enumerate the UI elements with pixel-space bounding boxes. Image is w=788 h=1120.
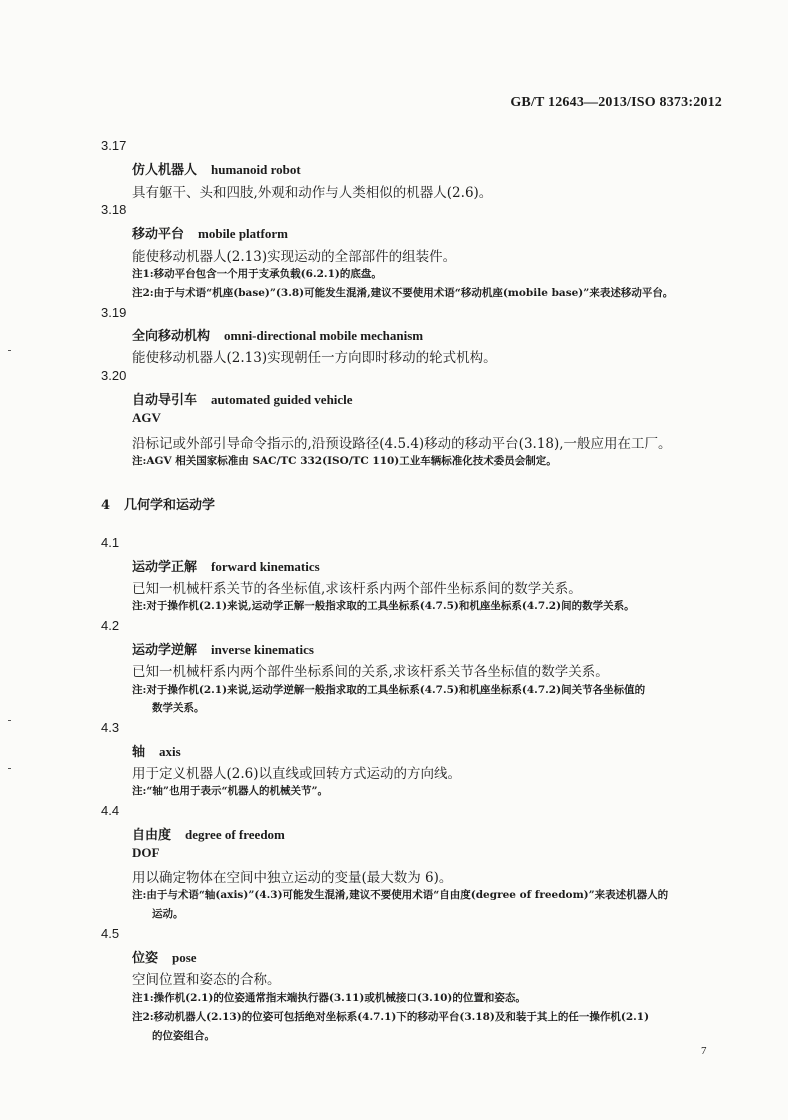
term-en: omni-directional mobile mechanism — [224, 328, 424, 343]
term-en: humanoid robot — [211, 162, 301, 177]
abbreviation: AGV — [132, 410, 161, 425]
entry-number: 3.18 — [101, 202, 127, 217]
term-heading — [132, 741, 181, 760]
standard-header: GB/T 12643—2013/ISO 8373:2012 — [510, 95, 722, 110]
entry-number: 4.4 — [101, 803, 120, 818]
entry-number: 4.2 — [101, 618, 120, 633]
term-zh: 运动学正解 — [132, 560, 198, 575]
definition: 能使移动机器人(2.13)实现朝任一方向即时移动的轮式机构。 — [132, 350, 497, 366]
term-zh: 自由度 — [132, 828, 172, 843]
entry-number: 3.19 — [101, 305, 127, 320]
term-heading — [132, 947, 197, 966]
definition: 能使移动机器人(2.13)实现运动的全部部件的组装件。 — [132, 249, 457, 265]
term-en: mobile platform — [198, 226, 288, 241]
note: 注:对于操作机(2.1)来说,运动学正解一般指求取的工具坐标系(4.7.5)和机座坐标系(4.7.2)间的数学关系。 — [132, 600, 635, 612]
term-zh: 全向移动机构 — [132, 329, 211, 344]
note: 注:对于操作机(2.1)来说,运动学逆解一般指求取的工具坐标系(4.7.5)和机座坐标系(4.7.2)间关节各坐标值的 — [132, 684, 646, 696]
note: 注2:由于与术语“机座(base)”(3.8)可能发生混淆,建议不要使用术语“移动机座(mobile base)”来表述移动平台。 — [132, 287, 674, 299]
note: 注1:操作机(2.1)的位姿通常指末端执行器(3.11)或机械接口(3.10)的位置和姿态。 — [132, 992, 526, 1004]
note-continuation: 数学关系。 — [152, 702, 205, 714]
term-heading — [132, 824, 285, 843]
note: 注:AGV 相关国家标准由 SAC/TC 332(ISO/TC 110)工业车辆标准化技术委员会制定。 — [132, 455, 557, 467]
entry-number: 4.1 — [101, 535, 120, 550]
note: 注2:移动机器人(2.13)的位姿可包括绝对坐标系(4.7.1)下的移动平台(3.18)及和装于其上的任一操作机(2.1) — [132, 1011, 650, 1023]
definition: 空间位置和姿态的合称。 — [132, 972, 281, 988]
term-zh: 运动学逆解 — [132, 643, 198, 658]
term-en: axis — [159, 744, 181, 759]
entry-number: 4.5 — [101, 926, 120, 941]
definition: 具有躯干、头和四肢,外观和动作与人类相似的机器人(2.6)。 — [132, 185, 493, 201]
term-heading — [132, 556, 320, 575]
definition: 用于定义机器人(2.6)以直线或回转方式运动的方向线。 — [132, 766, 462, 782]
note-continuation: 的位姿组合。 — [152, 1030, 215, 1042]
term-en: automated guided vehicle — [211, 392, 353, 407]
entry-number: 4.3 — [101, 720, 120, 735]
definition: 已知一机械杆系关节的各坐标值,求该杆系内两个部件坐标系间的数学关系。 — [132, 581, 582, 597]
entry-number: 3.17 — [101, 138, 127, 153]
abbreviation: DOF — [132, 845, 160, 860]
entry-number: 3.20 — [101, 368, 127, 383]
term-en: pose — [172, 950, 197, 965]
section-number: 4 — [101, 498, 111, 513]
term-zh: 移动平台 — [132, 227, 185, 242]
note: 注1:移动平台包含一个用于支承负载(6.2.1)的底盘。 — [132, 268, 382, 280]
scan-mark — [8, 720, 11, 721]
term-heading — [132, 223, 288, 242]
section-title: 几何学和运动学 — [124, 498, 216, 513]
section-heading — [101, 494, 215, 513]
note: 注:“轴”也用于表示“机器人的机械关节”。 — [132, 785, 329, 797]
term-zh: 位姿 — [132, 951, 159, 966]
term-en: degree of freedom — [185, 827, 285, 842]
term-zh: 轴 — [132, 745, 146, 760]
note: 注:由于与术语“轴(axis)”(4.3)可能发生混淆,建议不要使用术语“自由度(degree of freedom)”来表述机器人的 — [132, 889, 669, 901]
definition: 用以确定物体在空间中独立运动的变量(最大数为 6)。 — [132, 870, 453, 886]
definition: 沿标记或外部引导命令指示的,沿预设路径(4.5.4)移动的移动平台(3.18),一般应用在工厂。 — [132, 436, 672, 452]
term-heading — [132, 389, 353, 408]
term-zh: 仿人机器人 — [132, 163, 198, 178]
term-en: forward kinematics — [211, 559, 320, 574]
definition: 已知一机械杆系内两个部件坐标系间的关系,求该杆系关节各坐标值的数学关系。 — [132, 664, 609, 680]
term-en: inverse kinematics — [211, 642, 314, 657]
term-heading — [132, 159, 301, 178]
term-heading — [132, 325, 423, 344]
scan-mark — [8, 350, 11, 351]
note-continuation: 运动。 — [152, 908, 184, 920]
term-heading — [132, 639, 314, 658]
term-zh: 自动导引车 — [132, 393, 198, 408]
page-number: 7 — [701, 1045, 707, 1057]
scan-mark — [8, 768, 11, 769]
